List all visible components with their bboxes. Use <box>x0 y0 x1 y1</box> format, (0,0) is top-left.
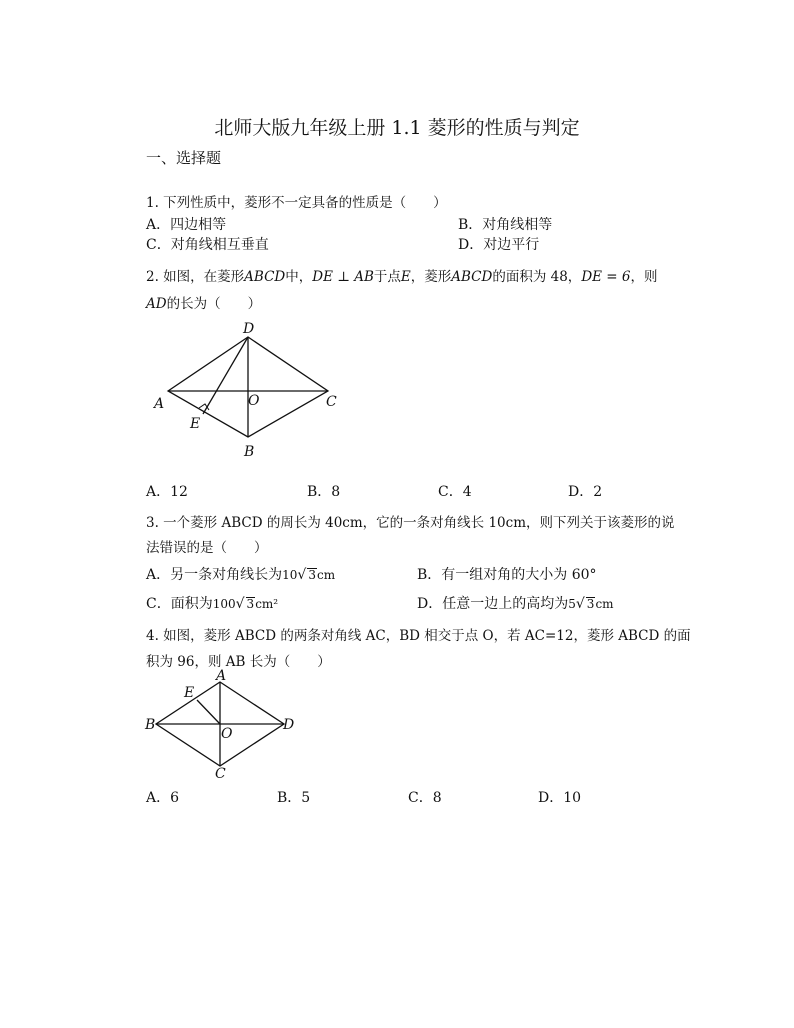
q3-stem-line1: 3. 一个菱形 ABCD 的周长为 40cm，它的一条对角线长 10cm，则下列关于该菱形的说 <box>146 515 675 531</box>
q2-math-e: E <box>400 269 411 285</box>
q4-rhombus-diagram <box>140 668 310 783</box>
q1-option-a[interactable]: A．四边相等 <box>146 217 227 233</box>
q1-option-b[interactable]: B．对角线相等 <box>458 217 553 233</box>
q2-math-abcd: ABCD <box>451 269 493 285</box>
page-title: 北师大版九年级上册 1.1 菱形的性质与判定 <box>214 117 580 139</box>
q3-option-c[interactable]: C．面积为100√ 3cm² <box>146 596 279 612</box>
q2-math-de-perp-ab: DE ⊥ AB <box>312 269 374 285</box>
q4-label-c: C <box>215 766 226 782</box>
q4-stem-line2: 积为 96，则 AB 长为（ ） <box>146 654 331 670</box>
q2-math-ad: AD <box>146 296 167 312</box>
q2-text: ，则 <box>630 269 658 285</box>
q2-math-abcd: ABCD <box>244 269 286 285</box>
q4-label-d: D <box>283 717 295 733</box>
q2-stem-line1 <box>146 265 657 285</box>
section-heading: 一、选择题 <box>146 149 222 167</box>
q3-option-a-unit: cm <box>316 568 336 582</box>
q3-option-a-coef: 10 <box>282 568 298 582</box>
q4-option-a[interactable]: A．6 <box>146 790 180 806</box>
q3-option-b[interactable]: B．有一组对角的大小为 60° <box>417 567 597 583</box>
q4-option-b[interactable]: B．5 <box>277 790 311 806</box>
q4-stem-line1: 4. 如图，菱形 ABCD 的两条对角线 AC，BD 相交于点 O，若 AC=12，菱形 ABCD 的面 <box>146 628 691 644</box>
q3-stem-line2: 法错误的是（ ） <box>146 540 268 556</box>
q2-option-a[interactable]: A．12 <box>146 484 188 500</box>
q2-segment-de <box>203 337 248 414</box>
q2-option-b[interactable]: B．8 <box>307 484 341 500</box>
q1-option-d[interactable]: D．对边平行 <box>458 237 540 253</box>
q2-label-c: C <box>326 394 337 410</box>
q2-label-o: O <box>248 393 260 409</box>
q1-stem: 1. 下列性质中，菱形不一定具备的性质是（ ） <box>146 195 447 211</box>
q4-option-d[interactable]: D．10 <box>538 790 582 806</box>
q3-option-a-radicand: 3 <box>308 568 316 582</box>
q4-label-o: O <box>221 726 233 742</box>
q2-text: 的面积为 48， <box>492 269 582 285</box>
q1-option-c[interactable]: C．对角线相互垂直 <box>146 237 269 253</box>
q3-option-c-radicand: 3 <box>246 597 255 611</box>
q2-option-d[interactable]: D．2 <box>568 484 603 500</box>
q2-label-b: B <box>244 444 255 460</box>
q2-text: ，菱形 <box>410 269 452 285</box>
q2-text: 的长为（ ） <box>166 296 262 312</box>
q3-option-d-coef: 5 <box>568 597 576 611</box>
q3-option-d[interactable]: D．任意一边上的高均为5√ 3cm <box>417 596 614 612</box>
q4-option-c[interactable]: C．8 <box>408 790 442 806</box>
q3-option-d-radicand: 3 <box>586 597 595 611</box>
q2-math-de-6: DE = 6 <box>581 269 631 285</box>
q2-option-c[interactable]: C．4 <box>438 484 472 500</box>
q2-label-d: D <box>243 321 255 337</box>
q3-option-c-coef: 100 <box>212 597 236 611</box>
q4-label-a: A <box>216 668 227 684</box>
q2-text: 2. 如图，在菱形 <box>146 269 245 285</box>
q2-rhombus-diagram <box>140 318 350 468</box>
q3-option-a[interactable]: A．另一条对角线长为10√ 3cm <box>146 567 336 583</box>
q3-option-d-unit: cm <box>595 597 614 611</box>
q2-stem-line2 <box>146 292 261 312</box>
q2-text: 于点 <box>373 269 401 285</box>
q3-option-c-unit: cm² <box>255 597 279 611</box>
q2-text: 中， <box>285 269 313 285</box>
q4-label-b: B <box>145 717 156 733</box>
q2-label-a: A <box>154 396 165 412</box>
q3-option-d-text: D．任意一边上的高均为 <box>417 596 569 612</box>
q4-label-e: E <box>184 685 195 701</box>
q4-segment-oe <box>197 700 220 724</box>
q3-option-a-text: A．另一条对角线长为 <box>146 567 283 583</box>
q2-label-e: E <box>190 416 201 432</box>
q3-option-c-text: C．面积为 <box>146 596 213 612</box>
